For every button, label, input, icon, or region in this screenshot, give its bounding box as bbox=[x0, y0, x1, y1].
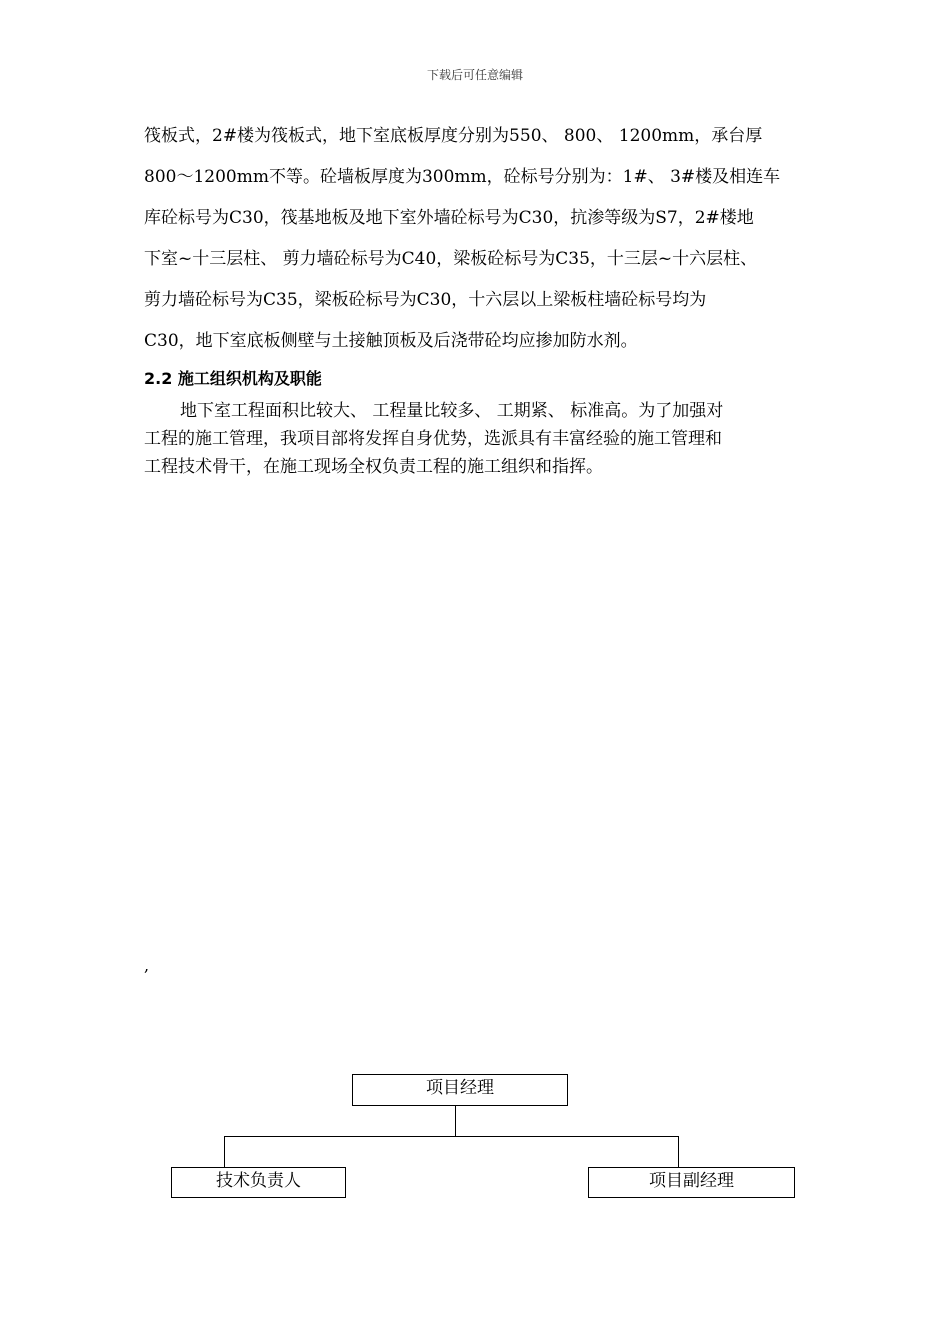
connector-line bbox=[224, 1136, 679, 1137]
text-line: 剪力墙砼标号为C35，梁板砼标号为C30，十六层以上梁板柱墙砼标号均为 bbox=[144, 290, 707, 310]
text-line: 工程技术骨干，在施工现场全权负责工程的施工组织和指挥。 bbox=[144, 457, 603, 477]
stray-mark: , bbox=[144, 956, 150, 975]
section-heading: 2.2 施工组织机构及职能 bbox=[144, 369, 322, 388]
body-paragraph-1 bbox=[144, 116, 824, 362]
text-line: 筏板式，2#楼为筏板式，地下室底板厚度分别为550、 800、 1200mm，承台厚 bbox=[144, 126, 763, 146]
text-line: 库砼标号为C30，筏基地板及地下室外墙砼标号为C30，抗渗等级为S7，2#楼地 bbox=[144, 208, 754, 228]
org-box-technical-lead: 技术负责人 bbox=[171, 1167, 346, 1198]
connector-line bbox=[678, 1136, 679, 1167]
org-box-deputy-manager: 项目副经理 bbox=[588, 1167, 795, 1198]
org-box-project-manager: 项目经理 bbox=[352, 1074, 568, 1106]
connector-line bbox=[224, 1136, 225, 1167]
page-header: 下载后可任意编辑 bbox=[426, 68, 523, 82]
text-line: 800～1200mm不等。砼墙板厚度为300mm，砼标号分别为：1#、 3#楼及相连车 bbox=[144, 167, 781, 187]
body-paragraph-2 bbox=[144, 397, 844, 481]
text-line: 工程的施工管理，我项目部将发挥自身优势，选派具有丰富经验的施工管理和 bbox=[144, 429, 722, 449]
text-line: 下室~十三层柱、 剪力墙砼标号为C40，梁板砼标号为C35，十三层~十六层柱、 bbox=[144, 249, 758, 269]
text-line: 地下室工程面积比较大、 工程量比较多、 工期紧、 标准高。为了加强对 bbox=[180, 401, 724, 421]
connector-line bbox=[455, 1106, 456, 1136]
text-line: C30，地下室底板侧壁与土接触顶板及后浇带砼均应掺加防水剂。 bbox=[144, 331, 638, 351]
